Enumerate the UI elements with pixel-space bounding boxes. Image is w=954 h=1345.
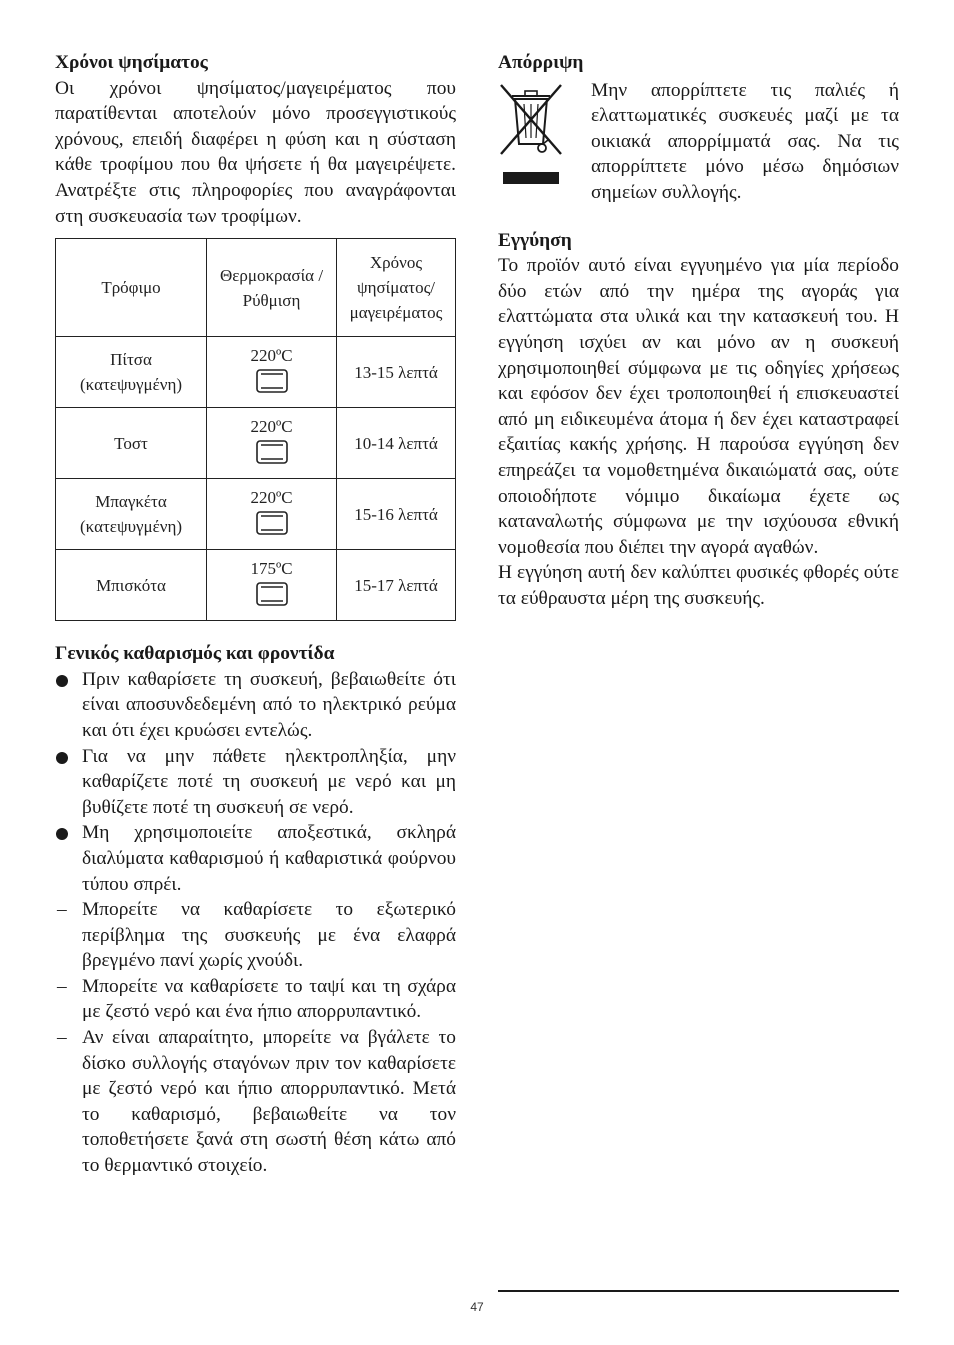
- list-item: [55, 1025, 456, 1179]
- table-header-row: [56, 239, 456, 337]
- food-cell: Πίτσα (κατεψυγμένη): [56, 337, 207, 408]
- baking-times-intro: Οι χρόνοι ψησίματος/μαγειρέματος που παρατίθενται αποτελούν μόνο προσεγγιστικούς χρόνους, επειδή διαφέρει η φύση και η σύσταση κάθε τροφίμου που θα ψήσετε ή θα μαγειρέψετε. Ανατρέξτε στις πληροφορίες που αναγράφονται στη συσκευασία των τροφίμων.: [55, 77, 456, 227]
- page-number: 47: [470, 1300, 484, 1314]
- list-item-text: Αν είναι απαραίτητο, μπορείτε να βγάλετε το δίσκο συλλογής σταγόνων πριν τον καθαρίσετε με ζεστό νερό και ήπιο απορρυπαντικό. Μετά το καθαρισμό, βεβαιωθείτε να τον τοποθετήσετε ξανά στη σωστή θέση κάτω από το θερμαντικό στοιχείο.: [82, 1027, 456, 1177]
- table-row: [56, 479, 456, 550]
- oven-heating-icon: [256, 369, 288, 393]
- list-item-text: Μπορείτε να καθαρίσετε το εξωτερικό περίβλημα της συσκευής με ένα ελαφρά βρεγμένο πανί χωρίς χνούδι.: [82, 899, 456, 972]
- cleaning-heading: Γενικός καθαρισμός και φροντίδα: [55, 643, 335, 665]
- temperature-value: 175ºC: [250, 559, 293, 579]
- oven-heating-icon: [256, 511, 288, 535]
- oven-heating-icon: [256, 582, 288, 606]
- temperature-cell: [207, 479, 337, 550]
- temperature-cell: [207, 337, 337, 408]
- table-row: [56, 337, 456, 408]
- dash-marker: –: [57, 1027, 67, 1049]
- time-cell: 10-14 λεπτά: [337, 408, 456, 479]
- left-column: [55, 50, 456, 1179]
- temperature-cell: [207, 408, 337, 479]
- warranty-paragraph-2: Η εγγύηση αυτή δεν καλύπτει φυσικές φθορές ούτε τα εύθραυστα μέρη της συσκευής.: [498, 562, 899, 609]
- warranty-heading: Εγγύηση: [498, 229, 572, 251]
- disposal-text: Μην απορρίπτετε τις παλιές ή ελαττωματικές συσκευές μαζί με τα οικιακά απορρίμματά σας. Να τις απορρίπτετε μόνο μέσω δημόσιων σημείων συλλογής.: [591, 79, 899, 203]
- table-row: [56, 408, 456, 479]
- list-item: [55, 897, 456, 974]
- temperature-value: 220ºC: [250, 346, 293, 366]
- bullet-icon: [56, 752, 68, 764]
- list-item-text: Πριν καθαρίσετε τη συσκευή, βεβαιωθείτε ότι είναι αποσυνδεδεμένη από το ηλεκτρικό ρεύμα και ότι έχει κρυώσει εντελώς.: [82, 668, 456, 741]
- list-item-text: Μπορείτε να καθαρίσετε το ταψί και τη σχάρα με ζεστό νερό και ένα ήπιο απορρυπαντικό.: [82, 975, 456, 1023]
- food-cell: Μπισκότα: [56, 550, 207, 621]
- dash-marker: –: [57, 975, 67, 997]
- time-cell: 13-15 λεπτά: [337, 337, 456, 408]
- list-item: [55, 667, 456, 744]
- disposal-block: [498, 78, 899, 206]
- list-item: [55, 820, 456, 897]
- bullet-icon: [56, 828, 68, 840]
- baking-times-table: [55, 238, 456, 621]
- table-header-time: Χρόνος ψησίματος/ μαγειρέματος: [337, 239, 456, 337]
- bullet-icon: [56, 675, 68, 687]
- warranty-paragraph-1: Το προϊόν αυτό είναι εγγυημένο για μία περίοδο δύο ετών από την ημέρα της αγοράς για ελαττώματα στα υλικά και την κατασκευή του. Η εγγύηση ισχύει αν και μόνο αν η συσκευή χρησιμοποιηθεί σύμφωνα με τις οδηγίες χρήσεως και εφόσον δεν έχει τροποποιηθεί ή επισκευαστεί από μη ειδικευμένα άτομα ή δεν έχει καταστραφεί εξαιτίας κακής χρήσης. Η παρούσα εγγύηση δεν επηρεάζει τα νομοθετημένα δικαιώματά σας, ούτε οποιοδήποτε νόμιμο δικαίωμα έχετε ως καταναλωτής σύμφωνα με την ισχύουσα εθνική νομοθεσία που διέπει την αγορά αγαθών.: [498, 255, 899, 558]
- list-item-text: Μη χρησιμοποιείτε αποξεστικά, σκληρά διαλύματα καθαρισμού ή καθαριστικά φούρνου τύπου σπρέι.: [82, 822, 456, 895]
- food-cell: Τοστ: [56, 408, 207, 479]
- warranty-section: [498, 228, 899, 612]
- food-cell: Μπαγκέτα (κατεψυγμένη): [56, 479, 207, 550]
- table-header-food: Τρόφιμο: [56, 239, 207, 337]
- list-item: [55, 744, 456, 821]
- temperature-value: 220ºC: [250, 417, 293, 437]
- disposal-heading: Απόρριψη: [498, 52, 584, 73]
- time-cell: 15-16 λεπτά: [337, 479, 456, 550]
- temperature-cell: [207, 550, 337, 621]
- oven-heating-icon: [256, 440, 288, 464]
- table-header-temperature: Θερμοκρασία / Ρύθμιση: [207, 239, 337, 337]
- time-cell: 15-17 λεπτά: [337, 550, 456, 621]
- crossed-out-wheelie-bin-icon: [498, 82, 564, 190]
- list-item-text: Για να μην πάθετε ηλεκτροπληξία, μην καθαρίζετε ποτέ τη συσκευή με νερό και μη βυθίζετε ποτέ τη συσκευή σε νερό.: [82, 745, 456, 818]
- cleaning-section: [55, 641, 456, 1178]
- footer-divider: [498, 1290, 899, 1292]
- table-row: [56, 550, 456, 621]
- baking-times-heading: Χρόνοι ψησίματος: [55, 52, 208, 73]
- list-item: [55, 974, 456, 1025]
- cleaning-list: [55, 667, 456, 1179]
- dash-marker: –: [57, 899, 67, 921]
- right-column: [498, 50, 899, 612]
- temperature-value: 220ºC: [250, 488, 293, 508]
